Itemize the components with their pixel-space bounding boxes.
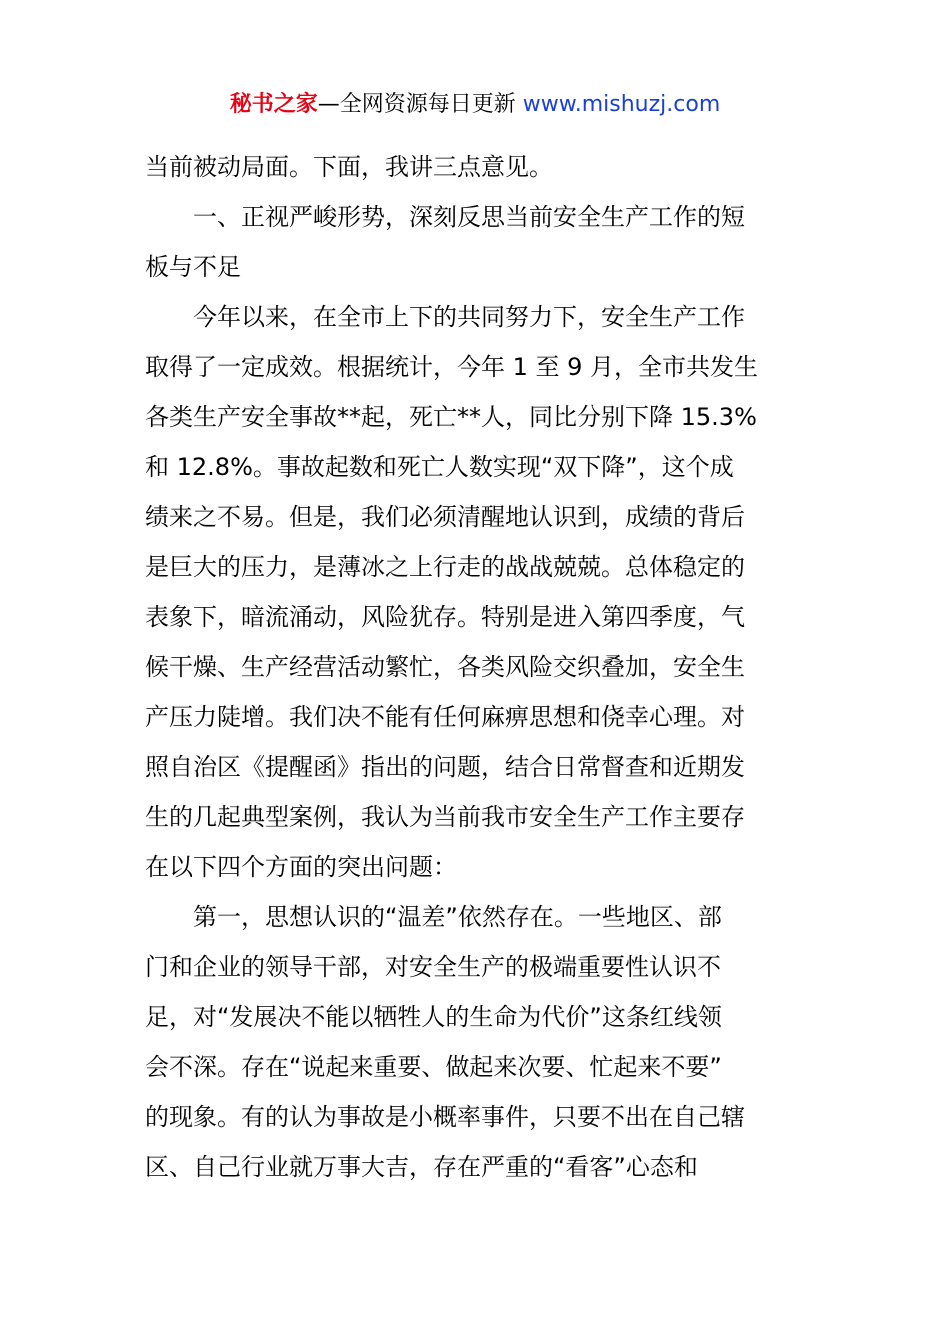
paragraph-line: 生的几起典型案例，我认为当前我市安全生产工作主要存 <box>145 803 745 831</box>
paragraph-line: 会不深。存在“说起来重要、做起来次要、忙起来不要” <box>145 1053 722 1081</box>
document-body <box>145 142 810 1192</box>
site-header <box>0 90 950 120</box>
site-brand: 秘书之家 <box>229 92 318 117</box>
site-tagline: —全网资源每日更新 <box>317 92 523 117</box>
paragraph-line: 门和企业的领导干部，对安全生产的极端重要性认识不 <box>145 953 721 981</box>
paragraph-line: 和 12.8%。事故起数和死亡人数实现“双下降”，这个成 <box>145 453 734 481</box>
paragraph-line: 是巨大的压力，是薄冰之上行走的战战兢兢。总体稳定的 <box>145 553 745 581</box>
paragraph-line: 区、自己行业就万事大吉，存在严重的“看客”心态和 <box>145 1153 698 1181</box>
paragraph-line: 取得了一定成效。根据统计，今年 1 至 9 月，全市共发生 <box>145 353 759 381</box>
site-url-link[interactable]: www.mishuzj.com <box>522 92 721 117</box>
paragraph-line: 第一，思想认识的“温差”依然存在。一些地区、部 <box>193 903 722 931</box>
paragraph-line: 候干燥、生产经营活动繁忙，各类风险交织叠加，安全生 <box>145 653 745 681</box>
paragraph-line: 一、正视严峻形势，深刻反思当前安全生产工作的短 <box>193 203 745 231</box>
paragraph-line: 的现象。有的认为事故是小概率事件，只要不出在自己辖 <box>145 1103 745 1131</box>
paragraph-line: 表象下，暗流涌动，风险犹存。特别是进入第四季度，气 <box>145 603 745 631</box>
paragraph-line: 今年以来，在全市上下的共同努力下，安全生产工作 <box>193 303 745 331</box>
paragraph-line: 各类生产安全事故**起，死亡**人，同比分别下降 15.3% <box>145 403 757 431</box>
paragraph-line: 在以下四个方面的突出问题： <box>145 853 457 881</box>
paragraph-line: 绩来之不易。但是，我们必须清醒地认识到，成绩的背后 <box>145 503 745 531</box>
paragraph-line: 当前被动局面。下面，我讲三点意见。 <box>145 153 553 181</box>
paragraph-line: 足，对“发展决不能以牺牲人的生命为代价”这条红线领 <box>145 1003 722 1031</box>
paragraph-line: 照自治区《提醒函》指出的问题，结合日常督查和近期发 <box>145 753 745 781</box>
paragraph-line: 板与不足 <box>145 253 241 281</box>
paragraph-line: 产压力陡增。我们决不能有任何麻痹思想和侥幸心理。对 <box>145 703 745 731</box>
